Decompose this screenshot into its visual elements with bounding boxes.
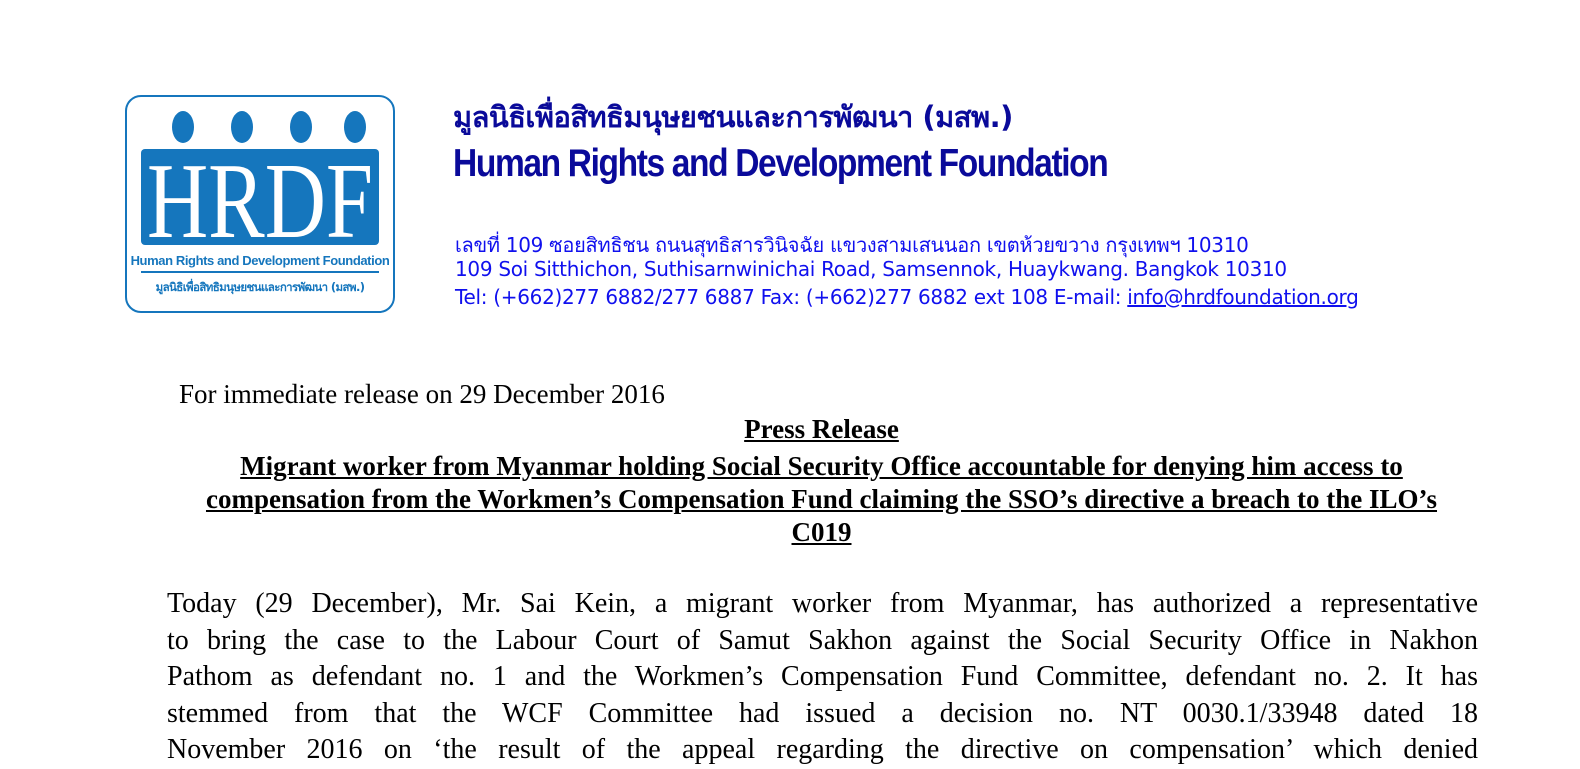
address-thai: เลขที่ 109 ซอยสิทธิชน ถนนสุทธิสารวินิจฉัย แขวงสามเสนนอก เขตห้วยขวาง กรุงเทพฯ 10310 (455, 233, 1249, 257)
paragraph-line: Pathom as defendant no. 1 and the Workmen’s Compensation Fund Committee, defendant no. 2. It has (167, 661, 1478, 692)
paragraph-line: Today (29 December), Mr. Sai Kein, a migrant worker from Myanmar, has authorized a representative (167, 588, 1478, 619)
release-date-line: For immediate release on 29 December 2016 (179, 379, 665, 409)
paragraph-line: to bring the case to the Labour Court of Samut Sakhon against the Social Security Office in Nakhon (167, 624, 1478, 656)
logo-divider (141, 271, 379, 273)
press-release-title: Migrant worker from Myanmar holding Social Security Office accountable for denying him access to compensation from the Workmen’s Compensation Fund claiming the SSO’s directive a breach to the ILO’s C019 (205, 451, 1438, 547)
logo-caption-en: Human Rights and Development Foundation (130, 253, 390, 268)
contact-line (455, 285, 1358, 309)
logo-caption-th: มูลนิธิเพื่อสิทธิมนุษยชนและการพัฒนา (มสพ.) (155, 280, 365, 294)
paragraph-line: stemmed from that the WCF Committee had issued a decision no. NT 0030.1/33948 dated 18 (167, 697, 1478, 729)
logo-person-head (344, 111, 366, 143)
body-paragraph (167, 586, 1478, 769)
logo-letters: HRDF (147, 142, 373, 261)
press-release-heading: Press Release (744, 414, 899, 444)
logo-person-head (172, 111, 194, 143)
address-english: 109 Soi Sitthichon, Suthisarnwinichai Road, Samsennok, Huaykwang. Bangkok 10310 (455, 257, 1287, 281)
org-name-thai: มูลนิธิเพื่อสิทธิมนุษยชนและการพัฒนา (มสพ.) (453, 100, 1013, 134)
paragraph-line: November 2016 on ‘the result of the appeal regarding the directive on compensation’ which denied (167, 734, 1478, 765)
logo-person-head (290, 111, 312, 143)
hrdf-logo (125, 95, 395, 313)
email-link[interactable]: info@hrdfoundation.org (1127, 285, 1359, 309)
logo-person-head (231, 111, 253, 143)
contact-phone-fax: Tel: (+662)277 6882/277 6887 Fax: (+662)277 6882 ext 108 E-mail: (455, 285, 1128, 309)
org-name-english: Human Rights and Development Foundation (453, 142, 1108, 185)
